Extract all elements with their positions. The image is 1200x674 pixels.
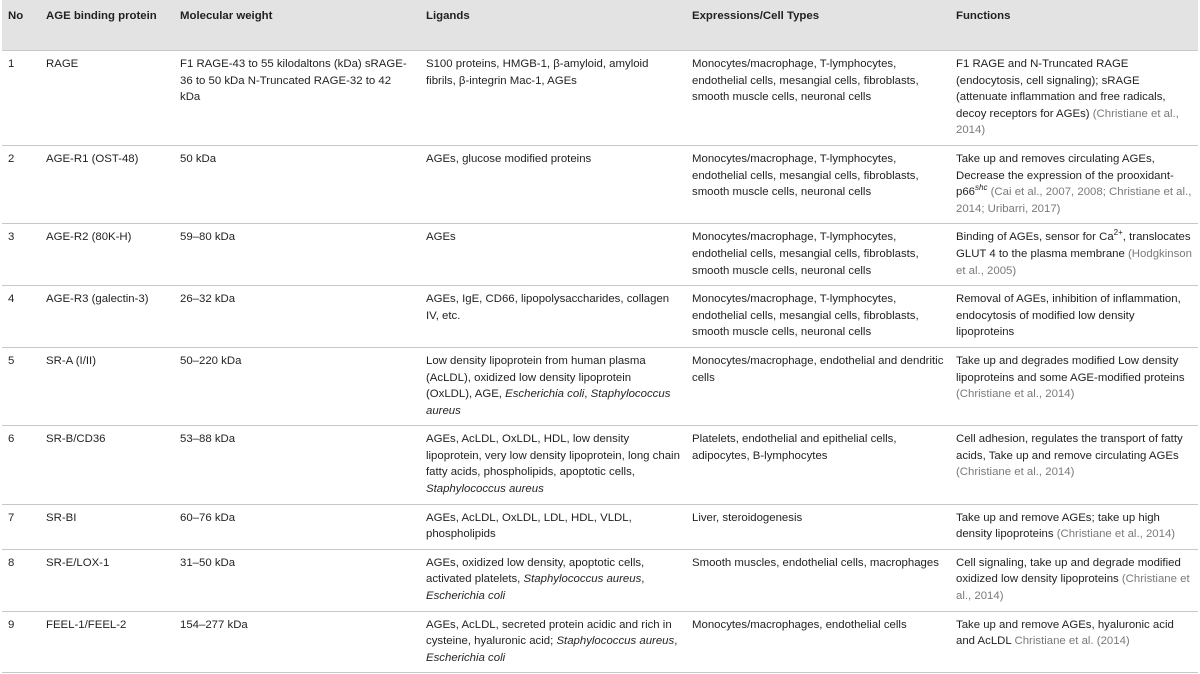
protein-name: SR-BI (46, 511, 77, 524)
cell-text: , (641, 573, 645, 586)
table-header-row (2, 0, 1198, 51)
molecular-weight: 60–76 kDa (180, 511, 236, 524)
cell-types: Monocytes/macrophage, T-lymphocytes, endothelial cells, mesangial cells, fibroblasts, smooth muscle cells, neuronal cells (692, 293, 919, 339)
header-ligands: Ligands (426, 10, 470, 22)
table-row (2, 611, 1198, 673)
molecular-weight: F1 RAGE-43 to 55 kilodaltons (kDa) sRAGE-36 to 50 kDa N-Truncated RAGE-32 to 42 kDa (180, 58, 407, 104)
cell-types: Monocytes/macrophage, T-lymphocytes, endothelial cells, mesangial cells, fibroblasts, smooth muscle cells, neuronal cells (692, 152, 919, 199)
protein-name: AGE-R2 (80K-H) (46, 231, 132, 244)
functions-cell (950, 347, 1198, 425)
cell-types: Monocytes/macrophage, endothelial and dendritic cells (692, 354, 944, 384)
cell-text: , (584, 388, 591, 401)
citation: (Christiane et al., 2014) (956, 107, 1179, 137)
protein-name: AGE-R3 (galectin-3) (46, 293, 149, 306)
protein-name: SR-A (I/II) (46, 354, 96, 367)
header-molecular-weight: Molecular weight (180, 10, 273, 22)
header-protein: AGE binding protein (46, 10, 157, 22)
cell-types: Platelets, endothelial and epithelial cells, adipocytes, B-lymphocytes (692, 433, 897, 462)
table-row (2, 426, 1198, 504)
cell-text: AGEs, AcLDL, OxLDL, HDL, low density lipoprotein, very low density lipoprotein, long chain fatty acids, phospholipids, apoptotic cells, (426, 433, 680, 479)
citation: (Christiane et al., 2014) (956, 388, 1075, 401)
citation: (Hodgkinson et al., 2005) (956, 247, 1192, 277)
functions-cell (950, 611, 1198, 673)
table-row (2, 145, 1198, 223)
citation: (Christiane et al., 2014) (956, 466, 1075, 479)
cell-types: Smooth muscles, endothelial cells, macrophages (692, 556, 939, 569)
cell-text: Removal of AGEs, inhibition of inflammation, endocytosis of modified low density lipoproteins (956, 293, 1181, 339)
molecular-weight: 154–277 kDa (180, 618, 248, 631)
protein-name: SR-B/CD36 (46, 433, 106, 446)
row-number: 1 (8, 58, 15, 70)
molecular-weight: 26–32 kDa (180, 293, 236, 306)
row-number: 4 (8, 293, 15, 306)
row-number: 9 (8, 618, 15, 631)
ligands-cell (420, 347, 686, 425)
header-no: No (8, 10, 24, 22)
cell-text: , translocates GLUT 4 to the plasma membrane (956, 231, 1191, 260)
ligands-cell (420, 286, 686, 348)
cell-types: Monocytes/macrophage, T-lymphocytes, endothelial cells, mesangial cells, fibroblasts, smooth muscle cells, neuronal cells (692, 58, 919, 104)
functions-cell (950, 51, 1198, 146)
cell-text: Take up and degrades modified Low density lipoproteins and some AGE-modified proteins (956, 354, 1185, 384)
table-row (2, 51, 1198, 146)
ligands-cell (420, 426, 686, 504)
cell-text: AGEs, AcLDL, secreted protein acidic and rich in cysteine, hyaluronic acid; (426, 618, 672, 648)
cell-text: AGEs, oxidized low density, apoptotic cells, activated platelets, (426, 556, 645, 586)
molecular-weight: 50–220 kDa (180, 354, 242, 367)
cell-text: AGEs, AcLDL, OxLDL, LDL, HDL, VLDL, phospholipids (426, 511, 632, 541)
species-name: Staphylococcus aureus (556, 635, 675, 648)
cell-types: Monocytes/macrophages, endothelial cells (692, 618, 907, 631)
functions-cell (950, 224, 1198, 286)
cell-text: shc (975, 183, 988, 193)
functions-cell (950, 504, 1198, 549)
cell-text: AGEs, glucose modified proteins (426, 152, 592, 165)
protein-name: RAGE (46, 58, 79, 70)
cell-types: Liver, steroidogenesis (692, 511, 803, 524)
table-row (2, 504, 1198, 549)
molecular-weight: 50 kDa (180, 152, 217, 165)
functions-cell (950, 549, 1198, 611)
ligands-cell (420, 611, 686, 673)
cell-text: F1 RAGE and N-Truncated RAGE (endocytosis, cell signaling); sRAGE (attenuate inflammation and free radicals, decoy receptors for AGEs) (956, 58, 1166, 120)
row-number: 3 (8, 231, 15, 244)
table-row (2, 224, 1198, 286)
cell-text: Take up and remove AGEs; take up high density lipoproteins (956, 511, 1160, 541)
cell-text: , (674, 635, 678, 648)
molecular-weight: 53–88 kDa (180, 433, 236, 446)
cell-text: AGEs, IgE, CD66, lipopolysaccharides, collagen IV, etc. (426, 293, 670, 322)
molecular-weight: 59–80 kDa (180, 231, 236, 244)
species-name: Escherichia coli (505, 388, 585, 401)
row-number: 8 (8, 556, 15, 569)
cell-text: Binding of AGEs, sensor for Ca (956, 231, 1114, 244)
cell-text: 2+ (1113, 228, 1123, 238)
ligands-cell (420, 504, 686, 549)
table-body (2, 51, 1198, 673)
species-name: Escherichia coli (426, 651, 506, 664)
cell-text: AGEs (426, 231, 456, 244)
ligands-cell (420, 224, 686, 286)
cell-text: Take up and removes circulating AGEs, Decrease the expression of the prooxidant-p66 (956, 152, 1174, 199)
cell-text: Low density lipoprotein from human plasma (AcLDL), oxidized low density lipoprotein (OxLDL), AGE, (426, 354, 646, 401)
citation: (Cai et al., 2007, 2008; Christiane et al., 2014; Uribarri, 2017) (956, 186, 1192, 215)
row-number: 2 (8, 152, 15, 165)
ligands-cell (420, 145, 686, 223)
molecular-weight: 31–50 kDa (180, 556, 236, 569)
protein-name: AGE-R1 (OST-48) (46, 152, 139, 165)
table-row (2, 347, 1198, 425)
cell-text: S100 proteins, HMGB-1, β-amyloid, amyloid fibrils, β-integrin Mac-1, AGEs (426, 58, 649, 87)
citation: (Christiane et al., 2014) (956, 573, 1190, 603)
protein-name: SR-E/LOX-1 (46, 556, 110, 569)
row-number: 6 (8, 433, 15, 446)
cell-text: Cell adhesion, regulates the transport of fatty acids, Take up and remove circulating AGEs (956, 433, 1183, 462)
species-name: Staphylococcus aureus (523, 573, 642, 586)
species-name: Escherichia coli (426, 590, 506, 603)
header-expressions: Expressions/Cell Types (692, 10, 820, 22)
cell-types: Monocytes/macrophage, T-lymphocytes, endothelial cells, mesangial cells, fibroblasts, smooth muscle cells, neuronal cells (692, 231, 919, 277)
age-binding-protein-table (2, 0, 1198, 673)
species-name: Staphylococcus aureus (426, 388, 671, 417)
species-name: Staphylococcus aureus (426, 483, 544, 496)
row-number: 7 (8, 511, 15, 524)
ligands-cell (420, 51, 686, 146)
table-row (2, 549, 1198, 611)
citation: Christiane et al. (2014) (1014, 635, 1130, 648)
functions-cell (950, 286, 1198, 348)
citation: (Christiane et al., 2014) (1056, 528, 1176, 541)
ligands-cell (420, 549, 686, 611)
functions-cell (950, 145, 1198, 223)
cell-text: Cell signaling, take up and degrade modified oxidized low density lipoproteins (956, 556, 1181, 586)
protein-name: FEEL-1/FEEL-2 (46, 618, 127, 631)
row-number: 5 (8, 354, 15, 367)
cell-text: Take up and remove AGEs, hyaluronic acid and AcLDL (956, 618, 1174, 648)
functions-cell (950, 426, 1198, 504)
table-row (2, 286, 1198, 348)
header-functions: Functions (956, 10, 1011, 22)
